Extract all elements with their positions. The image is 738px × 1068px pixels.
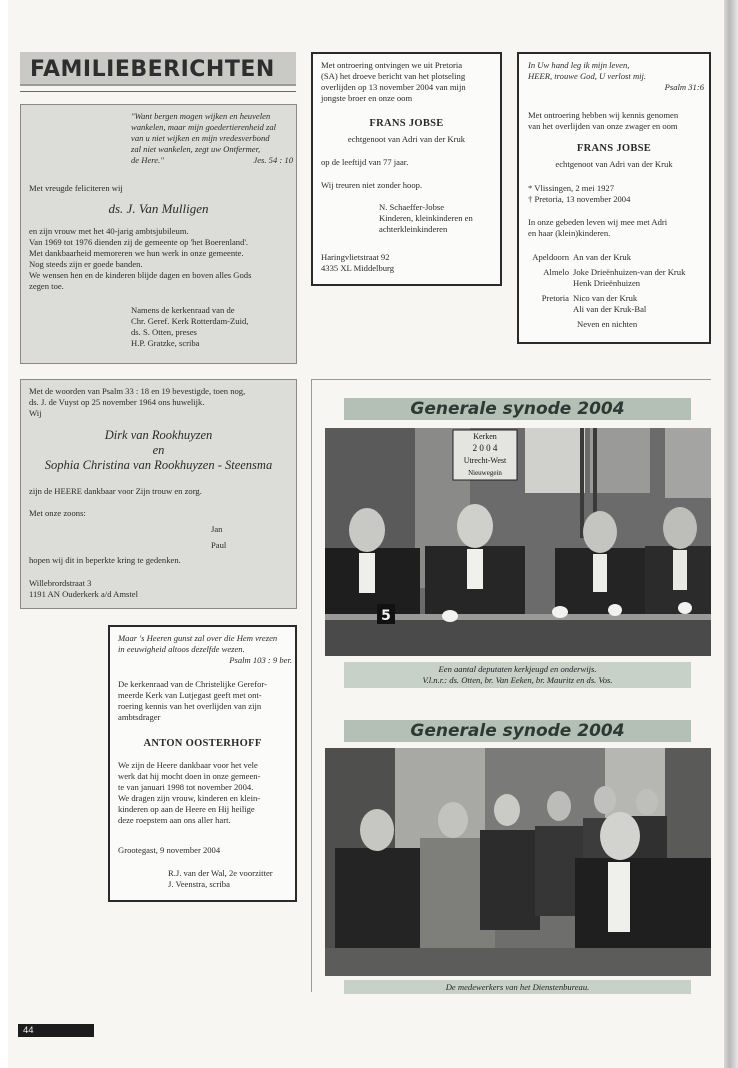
intro-text: Met vreugde feliciteren wij	[29, 183, 123, 193]
signature-line: R.J. van der Wal, 2e voorzitter	[168, 868, 273, 878]
family-list	[519, 252, 711, 330]
address-line: Haringvlietstraat 92	[321, 252, 390, 262]
signature-line: H.P. Gratzke, scriba	[131, 338, 200, 348]
quote-line: HEER, trouwe God, U verlost mij.	[528, 71, 647, 81]
family-signature	[379, 202, 473, 235]
quote-line: in eeuwigheid altoos dezelfde wezen.	[118, 644, 245, 654]
prayer-line: en haar (klein)kinderen.	[528, 228, 611, 238]
photo-dienstenbureau-image	[325, 748, 711, 976]
family-name: Henk Drieënhuizen	[573, 278, 641, 288]
quote-line: van u niet wijken en mijn vredesverbond	[131, 133, 270, 143]
signature-line: J. Veenstra, scriba	[168, 879, 230, 889]
thanks-line: zijn de HEERE dankbaar voor Zijn trouw en zorg.	[29, 486, 202, 496]
caption-line: De medewerkers van het Dienstenbureau.	[445, 982, 590, 992]
photo-caption	[344, 662, 691, 688]
son-name: Jan	[211, 524, 223, 534]
body-line: We wensen hen en de kinderen blijde dagen en boven alles Gods	[29, 270, 252, 280]
intro-line: jongste broer en onze oom	[321, 93, 413, 103]
hope-line: Wij treuren niet zonder hoop.	[321, 180, 423, 190]
divider	[311, 379, 711, 380]
quote-line: Maar 's Heeren gunst zal over die Hem vrezen	[118, 633, 278, 643]
signature-line: Chr. Geref. Kerk Rotterdam-Zuid,	[131, 316, 249, 326]
family-name: An van der Kruk	[573, 252, 631, 262]
intro-line: Met ontroering hebben wij kennis genomen	[528, 110, 679, 120]
bible-quote	[118, 633, 292, 666]
address	[29, 578, 138, 600]
address	[321, 252, 394, 274]
sign-text: Kerken	[473, 432, 497, 441]
column-divider	[311, 380, 312, 992]
quote-line: zal niet wankelen, zegt uw Ontfermer,	[131, 144, 261, 154]
family-name: Joke Drieënhuizen-van der Kruk	[573, 267, 686, 277]
bible-quote	[528, 60, 704, 93]
intro-line: van het overlijden van onze zwager en oom	[528, 121, 678, 131]
quote-reference: Psalm 103 : 9 ber.	[229, 655, 292, 665]
table-number-sign: 5	[381, 608, 391, 624]
intro-line: Met de woorden van Psalm 33 : 18 en 19 bevestigde, toen nog,	[29, 386, 246, 396]
intro-line: ambtsdrager	[118, 712, 161, 722]
deceased-name: FRANS JOBSE	[576, 143, 652, 154]
conjunction: en	[152, 443, 165, 457]
photo-title: Generale synode 2004	[344, 720, 691, 742]
caption-line: V.l.n.r.: ds. Otten, br. Van Eeken, br. Mauritz en ds. Vos.	[422, 675, 613, 685]
signature	[131, 305, 248, 349]
quote-reference: Jes. 54 : 10	[253, 155, 293, 165]
intro-text	[321, 60, 497, 104]
body-text	[118, 760, 294, 826]
family-row	[519, 267, 711, 289]
intro-line: roering kennis van het overlijden van zijn	[118, 701, 262, 711]
quote-line: "Want bergen mogen wijken en heuvelen	[131, 111, 271, 121]
intro-line: (SA) het droeve bericht van het plotseling	[321, 71, 466, 81]
husband-name: Dirk van Rookhuyzen	[104, 428, 213, 442]
sign-text: Nieuwegein	[468, 469, 502, 477]
intro-line: De kerkenraad van de Christelijke Gerefor-	[118, 679, 267, 689]
body-line: te van januari 1998 tot november 2004.	[118, 782, 254, 792]
page-gutter	[724, 0, 738, 1068]
body-line: Nog steeds zijn er goede banden.	[29, 259, 143, 269]
notice-oosterhoff	[108, 625, 297, 902]
notice-ambtsjubileum	[20, 104, 297, 364]
caption-line: Een aantal deputaten kerkjeugd en onderwijs.	[438, 664, 597, 674]
family-line: N. Schaeffer-Jobse	[379, 202, 445, 212]
death-line: † Pretoria, 13 november 2004	[528, 194, 631, 204]
deceased-name: FRANS JOBSE	[369, 118, 444, 129]
family-name: Ali van der Kruk-Bal	[573, 304, 647, 314]
family-row	[519, 293, 711, 315]
family-place: Apeldoorn	[532, 252, 569, 262]
closing-line: Neven en nichten	[577, 319, 638, 329]
photo-deputaten	[325, 428, 711, 656]
intro-line: overlijden op 13 november 2004 van mijn	[321, 82, 466, 92]
family-place: Pretoria	[541, 293, 569, 303]
page-number: 44	[18, 1024, 94, 1037]
deceased-name: ANTON OOSTERHOFF	[143, 738, 262, 749]
signature-line: ds. S. Otten, preses	[131, 327, 197, 337]
quote-line: In Uw hand leg ik mijn leven,	[528, 60, 630, 70]
body-line: kinderen op aan de Heere en Hij heilige	[118, 804, 255, 814]
son-name: Paul	[211, 540, 227, 550]
intro-line: ds. J. de Vuyst op 25 november 1964 ons huwelijk.	[29, 397, 205, 407]
family-names	[573, 293, 646, 315]
section-title: FAMILIEBERICHTEN	[30, 57, 275, 82]
intro-text	[528, 110, 706, 132]
body-line: Met dankbaarheid memoreren we hun werk in onze gemeente.	[29, 248, 244, 258]
family-place: Almelo	[543, 267, 569, 277]
spouse-line: echtgenoot van Adri van der Kruk	[555, 159, 673, 169]
notice-frans-jobse-family	[311, 52, 502, 286]
intro-line: Wij	[29, 408, 42, 418]
intro-text	[118, 679, 294, 723]
address-line: Willebrordstraat 3	[29, 578, 92, 588]
quote-line-end: de Here."	[131, 155, 164, 165]
age-line: op de leeftijd van 77 jaar.	[321, 157, 409, 167]
prayer-text	[528, 217, 706, 239]
family-line: achterkleinkinderen	[379, 224, 448, 234]
spouse-line: echtgenoot van Adri van der Kruk	[347, 134, 466, 144]
quote-reference: Psalm 31:6	[664, 82, 704, 92]
notice-huwelijk	[20, 379, 297, 609]
photo-dienstenbureau	[325, 748, 711, 976]
hope-line: hopen wij dit in beperkte kring te gedenken.	[29, 555, 181, 565]
body-line: en zijn vrouw met het 40-jarig ambtsjubileum.	[29, 226, 189, 236]
photo-title: Generale synode 2004	[344, 398, 691, 420]
intro-line: meerde Kerk van Lutjegast geeft met ont-	[118, 690, 262, 700]
prayer-line: In onze gebeden leven wij mee met Adri	[528, 217, 668, 227]
quote-line: wankelen, maar mijn goedertierenheid zal	[131, 122, 277, 132]
birth-line: * Vlissingen, 2 mei 1927	[528, 183, 615, 193]
signature-line: Namens de kerkenraad van de	[131, 305, 235, 315]
quote-line	[131, 155, 293, 166]
bible-quote	[131, 111, 293, 166]
place-date: Grootegast, 9 november 2004	[118, 845, 221, 855]
body-line: We zijn de Heere dankbaar voor het vele	[118, 760, 258, 770]
address-line: 1191 AN Ouderkerk a/d Amstel	[29, 589, 138, 599]
sign-text: Utrecht-West	[463, 456, 507, 465]
body-line: Van 1969 tot 1976 dienden zij de gemeente op 'het Boerenland'.	[29, 237, 249, 247]
intro-line: Met ontroering ontvingen we uit Pretoria	[321, 60, 463, 70]
sign-text: 2 0 0 4	[472, 443, 498, 453]
photo-deputaten-image	[325, 428, 711, 656]
intro-text	[29, 386, 293, 419]
body-text	[29, 226, 293, 292]
body-line: deze roepstem aan ons aller hart.	[118, 815, 231, 825]
notice-frans-jobse-inlaws	[517, 52, 711, 344]
address-line: 4335 XL Middelburg	[321, 263, 395, 273]
family-row	[519, 252, 711, 263]
family-name: Nico van der Kruk	[573, 293, 638, 303]
photo-caption	[344, 980, 691, 994]
family-names	[573, 267, 685, 289]
body-line: We dragen zijn vrouw, kinderen en klein-	[118, 793, 261, 803]
divider	[20, 91, 296, 92]
body-line: zegen toe.	[29, 281, 64, 291]
body-line: werk dat hij mocht doen in onze gemeen-	[118, 771, 261, 781]
family-line: Kinderen, kleinkinderen en	[379, 213, 473, 223]
signature	[168, 868, 273, 890]
couple-names	[21, 428, 296, 473]
life-dates	[528, 183, 630, 205]
wife-name: Sophia Christina van Rookhuyzen - Steensma	[44, 458, 273, 472]
sons-label: Met onze zoons:	[29, 508, 86, 518]
section-banner	[20, 52, 296, 86]
honoree-name: ds. J. Van Mulligen	[108, 201, 209, 216]
